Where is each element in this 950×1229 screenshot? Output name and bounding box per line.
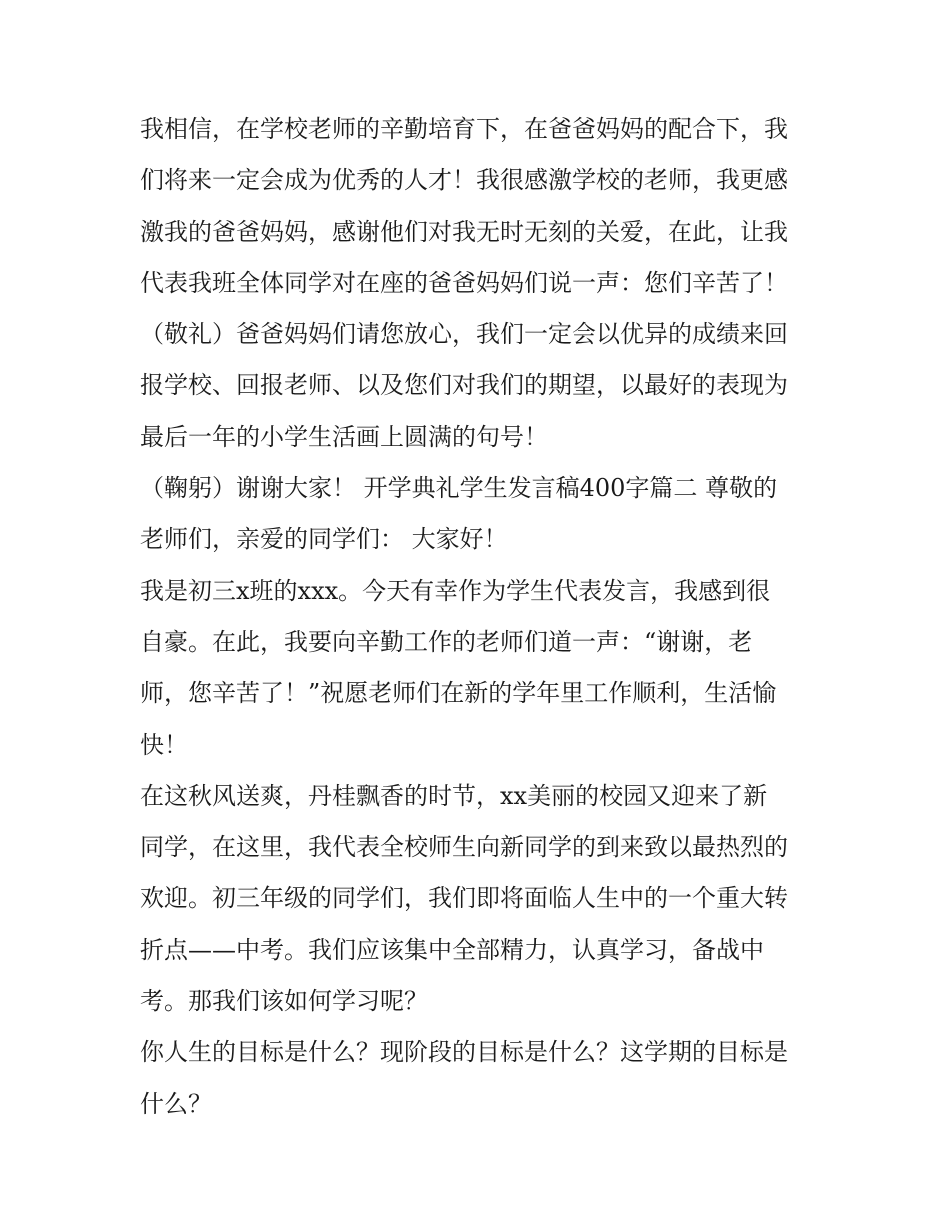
text-line: 我是初三x班的xxx。今天有幸作为学生代表发言，我感到很 [140,576,771,605]
text-line: 考。那我们该如何学习呢？ [140,987,428,1016]
text-line: 什么？ [140,1089,212,1118]
text-line: （鞠躬）谢谢大家！ 开学典礼学生发言稿400字篇二 尊敬的 [140,474,778,503]
text-line: 最后一年的小学生活画上圆满的句号！ [140,422,548,451]
text-line: 快！ [140,730,188,759]
text-line: 师，您辛苦了！”祝愿老师们在新的学年里工作顺利，生活愉 [140,679,777,708]
text-line: （敬礼）爸爸妈妈们请您放心，我们一定会以优异的成绩来回 [140,320,788,349]
document-body [140,104,820,1130]
text-line: 你人生的目标是什么？现阶段的目标是什么？这学期的目标是 [140,1038,788,1067]
text-line: 激我的爸爸妈妈，感谢他们对我无时无刻的关爱，在此，让我 [140,217,788,246]
text-line: 欢迎。初三年级的同学们，我们即将面临人生中的一个重大转 [140,884,788,913]
text-line: 我相信，在学校老师的辛勤培育下，在爸爸妈妈的配合下，我 [140,115,788,143]
text-line: 代表我班全体同学对在座的爸爸妈妈们说一声：您们辛苦了！ [140,268,788,297]
text-line: 同学，在这里，我代表全校师生向新同学的到来致以最热烈的 [140,833,788,862]
text-line: 们将来一定会成为优秀的人才！我很感激学校的老师，我更感 [140,166,788,195]
text-line: 自豪。在此，我要向辛勤工作的老师们道一声：“谢谢，老 [140,627,753,656]
text-line: 在这秋风送爽，丹桂飘香的时节，xx美丽的校园又迎来了新 [140,781,768,810]
text-line: 老师们，亲爱的同学们： 大家好！ [140,525,508,554]
text-line: 折点——中考。我们应该集中全部精力，认真学习，备战中 [140,935,764,964]
text-line: 报学校、回报老师、以及您们对我们的期望，以最好的表现为 [140,371,788,400]
